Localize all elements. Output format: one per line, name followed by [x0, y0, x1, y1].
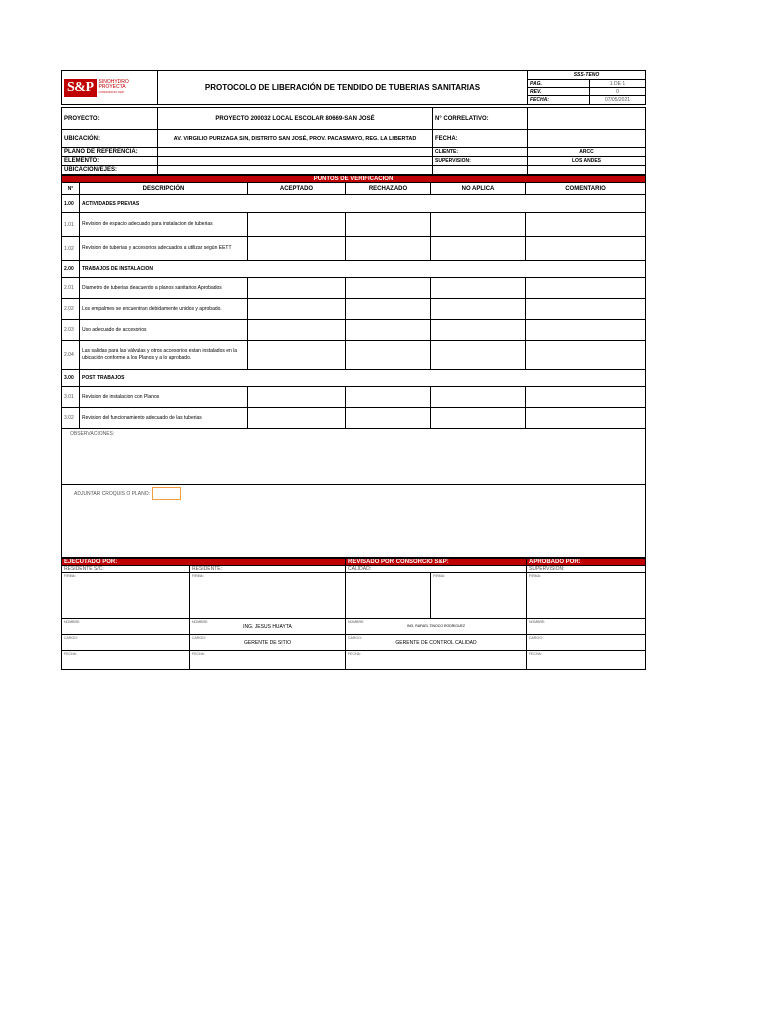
aceptado-cell[interactable] [248, 213, 346, 237]
item-description: Los empalmes se encuentran debidamente unidos y aprobado. [80, 299, 248, 320]
comentario-cell[interactable] [526, 213, 646, 237]
item-num: 2.02 [62, 299, 80, 320]
cliente-value: ARCC [528, 148, 646, 157]
aceptado-cell[interactable] [248, 320, 346, 341]
col-rechazado: RECHAZADO [346, 183, 431, 195]
section-title: TRABAJOS DE INSTALACION [80, 261, 646, 278]
section-num: 1.00 [62, 195, 80, 213]
proyecto-label: PROYECTO: [62, 108, 158, 130]
logo-line-1: SINOHYDRO [98, 79, 129, 85]
aceptado-cell[interactable] [248, 278, 346, 299]
pag-value: 1 DE 1 [590, 80, 646, 88]
item-num: 3.01 [62, 387, 80, 408]
item-num: 2.01 [62, 278, 80, 299]
cargo-field[interactable]: CARGO: GERENTE DE SITIO [190, 635, 346, 651]
item-num: 1.01 [62, 213, 80, 237]
item-num: 1.02 [62, 237, 80, 261]
checklist-table [61, 175, 646, 558]
aceptado-cell[interactable] [248, 341, 346, 370]
col-num: N° [62, 183, 80, 195]
item-num: 2.03 [62, 320, 80, 341]
info-blank-cell [528, 166, 646, 175]
fecha-label: FECHA: [433, 130, 528, 148]
cargo-field[interactable]: CARGO: GERENTE DE CONTROL CALIDAD [346, 635, 527, 651]
adjuntar-label: ADJUNTAR CROQUIS O PLANO: [74, 490, 151, 497]
col-comentario: COMENTARIO [526, 183, 646, 195]
fecha-sign-field[interactable]: FECHA: [346, 651, 527, 670]
fecha-sign-field[interactable]: FECHA: [190, 651, 346, 670]
calidad-cargo: GERENTE DE CONTROL CALIDAD [395, 640, 477, 646]
no-aplica-cell[interactable] [431, 299, 526, 320]
aceptado-cell[interactable] [248, 299, 346, 320]
no-aplica-cell[interactable] [431, 387, 526, 408]
observaciones-field[interactable] [62, 429, 646, 485]
pag-label: PAG. [528, 80, 590, 88]
firma-field[interactable]: FIRMA: [431, 573, 527, 619]
ubicacion-value: AV. VIRGILIO PURIZAGA S/N, DISTRITO SAN JOSÉ, PROV. PACASMAYO, REG. LA LIBERTAD [158, 130, 433, 148]
ejecutado-banner: EJECUTADO POR: [62, 559, 346, 566]
aceptado-cell[interactable] [248, 237, 346, 261]
comentario-cell[interactable] [526, 341, 646, 370]
rechazado-cell[interactable] [346, 320, 431, 341]
croquis-attach-box[interactable] [152, 487, 181, 500]
logo-line-3: CONSORCIO S&P [98, 90, 124, 94]
item-description: Revision del funcionamiento adecuado de las tuberias [80, 408, 248, 429]
fecha-sign-field[interactable]: FECHA: [527, 651, 646, 670]
header-table [61, 70, 646, 105]
no-aplica-cell[interactable] [431, 237, 526, 261]
aceptado-cell[interactable] [248, 387, 346, 408]
signature-table [61, 558, 646, 670]
item-description: Diametro de tuberias deacuerdo a planos sanitarios Aprobados [80, 278, 248, 299]
no-aplica-cell[interactable] [431, 278, 526, 299]
supervision-value: LOS ANDES [528, 157, 646, 166]
residente-label: RESIDENTE: [190, 566, 346, 573]
no-aplica-cell[interactable] [431, 213, 526, 237]
logo-line-2: PROYECTA [98, 84, 126, 90]
no-aplica-cell[interactable] [431, 408, 526, 429]
calidad-nombre: ING. RAFAEL TINOCO RODRIGUEZ [407, 624, 465, 628]
section-num: 3.00 [62, 370, 80, 387]
cargo-field[interactable]: CARGO: [62, 635, 190, 651]
plano-label: PLANO DE REFERENCIA: [62, 148, 158, 157]
aprobado-banner: APROBADO POR: [527, 559, 646, 566]
observaciones-label: OBSERVACIONES: [70, 431, 115, 437]
rev-value: 0 [590, 88, 646, 96]
comentario-cell[interactable] [526, 387, 646, 408]
firma-field[interactable]: FIRMA: [190, 573, 346, 619]
ubicacion-ejes-label: UBICACIÓN/EJES: [62, 166, 158, 175]
nombre-field[interactable]: NOMBRE: [527, 619, 646, 635]
document-title: PROTOCOLO DE LIBERACIÓN DE TENDIDO DE TUBERIAS SANITARIAS [158, 71, 528, 105]
correlativo-field[interactable] [528, 108, 646, 130]
residente-sc-label: RESIDENTE S/C: [62, 566, 190, 573]
elemento-field[interactable] [158, 157, 433, 166]
residente-nombre: ING. JESUS HUAYTA [243, 624, 292, 630]
firma-field[interactable] [346, 573, 431, 619]
aceptado-cell[interactable] [248, 408, 346, 429]
comentario-cell[interactable] [526, 299, 646, 320]
firma-field[interactable]: FIRMA: [527, 573, 646, 619]
comentario-cell[interactable] [526, 237, 646, 261]
revisado-banner: REVISADO POR CONSORCIO S&P: [346, 559, 527, 566]
item-description: Revision de espacio adecuado para instalacion de tuberias [80, 213, 248, 237]
col-no-aplica: NO APLICA [431, 183, 526, 195]
col-aceptado: ACEPTADO [248, 183, 346, 195]
supervision-sign-label: SUPERVISION: [527, 566, 646, 573]
supervision-label: SUPERVISION: [433, 157, 528, 166]
cargo-field[interactable]: CARGO: [527, 635, 646, 651]
nombre-field[interactable]: NOMBRE: ING. JESUS HUAYTA [190, 619, 346, 635]
item-description: Las salidas para las válvulas y otros accesorios estan instalados en la ubicación conforme a los Planos y a lo aprobado. [80, 341, 248, 370]
logo [62, 71, 158, 105]
rechazado-cell[interactable] [346, 408, 431, 429]
ubicacion-ejes-field[interactable] [158, 166, 433, 175]
ubicacion-label: UBICACIÓN: [62, 130, 158, 148]
fecha-sign-field[interactable]: FECHA: [62, 651, 190, 670]
adjuntar-field[interactable] [62, 485, 646, 558]
fecha-field[interactable] [528, 130, 646, 148]
col-descripcion: DESCRIPCIÓN [80, 183, 248, 195]
nombre-field[interactable]: NOMBRE: ING. RAFAEL TINOCO RODRIGUEZ [346, 619, 527, 635]
rechazado-cell[interactable] [346, 213, 431, 237]
rev-label: REV. [528, 88, 590, 96]
proyecto-value: PROYECTO 200032 LOCAL ESCOLAR 80669-SAN JOSÉ [158, 108, 433, 130]
item-description: Revision de tuberias y accesorios adecuados a utilizar según EETT [80, 237, 248, 261]
rechazado-cell[interactable] [346, 387, 431, 408]
rechazado-cell[interactable] [346, 341, 431, 370]
item-description: Uso adecuado de accesorios [80, 320, 248, 341]
rechazado-cell[interactable] [346, 299, 431, 320]
info-blank-cell [433, 166, 528, 175]
cliente-label: CLIENTE: [433, 148, 528, 157]
comentario-cell[interactable] [526, 320, 646, 341]
elemento-label: ELEMENTO: [62, 157, 158, 166]
plano-field[interactable] [158, 148, 433, 157]
section-num: 2.00 [62, 261, 80, 278]
verification-banner: PUNTOS DE VERIFICACION [62, 176, 646, 183]
rechazado-cell[interactable] [346, 237, 431, 261]
no-aplica-cell[interactable] [431, 341, 526, 370]
nombre-field[interactable]: NOMBRE: [62, 619, 190, 635]
residente-cargo: GERENTE DE SITIO [244, 640, 291, 646]
item-num: 3.02 [62, 408, 80, 429]
fecha-header-label: FECHA: [528, 96, 590, 105]
section-title: POST TRABAJOS [80, 370, 646, 387]
comentario-cell[interactable] [526, 408, 646, 429]
protocol-sheet [61, 70, 645, 670]
comentario-cell[interactable] [526, 278, 646, 299]
calidad-label: CALIDAD: [346, 566, 527, 573]
item-num: 2.04 [62, 341, 80, 370]
section-title: ACTIVIDADES PREVIAS [80, 195, 646, 213]
item-description: Revision de instalacion con Planos [80, 387, 248, 408]
correlativo-label: N° CORRELATIVO: [433, 108, 528, 130]
info-table [61, 107, 646, 175]
rechazado-cell[interactable] [346, 278, 431, 299]
no-aplica-cell[interactable] [431, 320, 526, 341]
firma-field[interactable]: FIRMA: [62, 573, 190, 619]
company-logo-mark: S&P [64, 79, 97, 97]
fecha-header-value: 07/05/2021 [590, 96, 646, 105]
document-code: SSS-TENO [528, 71, 646, 80]
